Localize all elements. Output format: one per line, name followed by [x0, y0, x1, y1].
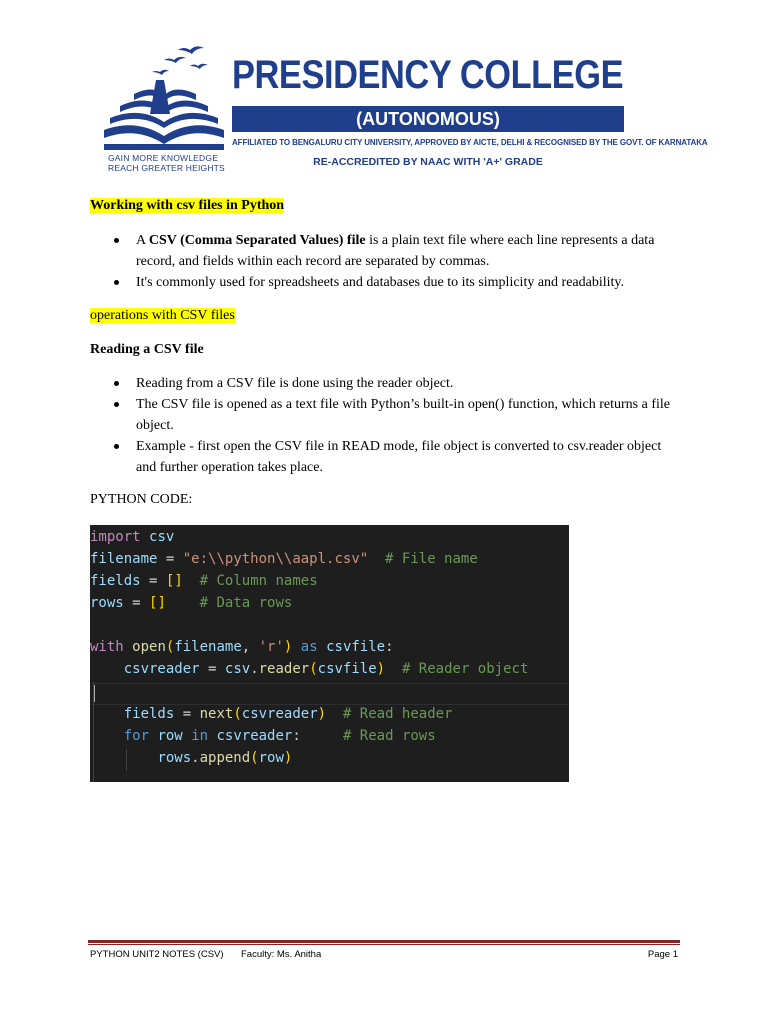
code-line: for row in csvreader: # Read rows	[123, 728, 436, 744]
code-line: import csv	[90, 529, 175, 545]
section-heading-working-with-csv	[90, 197, 284, 215]
bullet-icon	[114, 238, 119, 243]
subheading-reading-csv: Reading a CSV file	[90, 342, 204, 357]
code-line: fields = [] # Column names	[90, 573, 318, 589]
code-line: csvreader = csv.reader(csvfile) # Reader object	[123, 661, 529, 677]
logo-tagline-line1: GAIN MORE KNOWLEDGE	[108, 153, 219, 163]
bullet-icon	[114, 280, 119, 285]
footer-rule-thin	[88, 944, 680, 945]
code-line: rows = [] # Data rows	[90, 595, 293, 611]
list-item	[114, 230, 684, 272]
college-name: PRESIDENCY COLLEGE	[232, 53, 624, 97]
list-item	[114, 436, 684, 478]
reaccreditation-text: RE-ACCREDITED BY NAAC WITH 'A+' GRADE	[313, 156, 543, 168]
footer-course: PYTHON UNIT2 NOTES (CSV)	[90, 949, 224, 960]
reading-csv-list	[114, 373, 684, 478]
section-heading-operations	[90, 307, 235, 325]
list-item	[114, 272, 684, 293]
college-logo-emblem	[104, 44, 228, 154]
logo-tagline-line2: REACH GREATER HEIGHTS	[108, 163, 225, 173]
bullet-icon	[114, 444, 119, 449]
code-line: fields = next(csvreader) # Read header	[123, 706, 453, 722]
bullet-icon	[114, 381, 119, 386]
section-heading-text: Working with csv files in Python	[90, 198, 285, 213]
footer-faculty: Faculty: Ms. Anitha	[241, 949, 322, 960]
code-line: filename = "e:\\python\\aapl.csv" # File name	[90, 551, 478, 567]
logo-tagline	[108, 153, 228, 173]
list-item	[114, 373, 684, 394]
affiliation-text: AFFILIATED TO BENGALURU CITY UNIVERSITY, APPROVED BY AICTE, DELHI & RECOGNISED BY THE GOVT. OF KARNATAKA	[232, 138, 708, 147]
autonomous-band: (AUTONOMOUS)	[232, 106, 624, 132]
footer-page-number: Page 1	[647, 949, 678, 960]
csv-intro-list	[114, 230, 684, 293]
list-item-text: Reading from a CSV file is done using the reader object.	[136, 376, 454, 391]
section-heading-text: operations with CSV files	[90, 308, 235, 323]
list-item-text-bold: CSV (Comma Separated Values) file	[148, 233, 366, 248]
code-line: rows.append(row)	[157, 750, 293, 766]
list-item	[114, 394, 684, 436]
list-item-text-post: is a plain text file where each line represents a data record, and fields within each record are separated by commas.	[136, 233, 655, 269]
code-line: with open(filename, 'r') as csvfile:	[90, 639, 394, 655]
bullet-icon	[114, 402, 119, 407]
list-item-text-pre: A	[136, 233, 149, 248]
code-block	[90, 525, 569, 782]
list-item-text: It's commonly used for spreadsheets and databases due to its simplicity and readability.	[136, 275, 624, 290]
python-code-label: PYTHON CODE:	[90, 492, 193, 507]
code-current-line-highlight	[90, 683, 569, 705]
list-item-text: Example - first open the CSV file in READ mode, file object is converted to csv.reader object and further operation takes place.	[136, 439, 662, 475]
footer-rule	[88, 940, 680, 943]
list-item-text: The CSV file is opened as a text file with Python’s built-in open() function, which returns a file object.	[136, 397, 670, 433]
